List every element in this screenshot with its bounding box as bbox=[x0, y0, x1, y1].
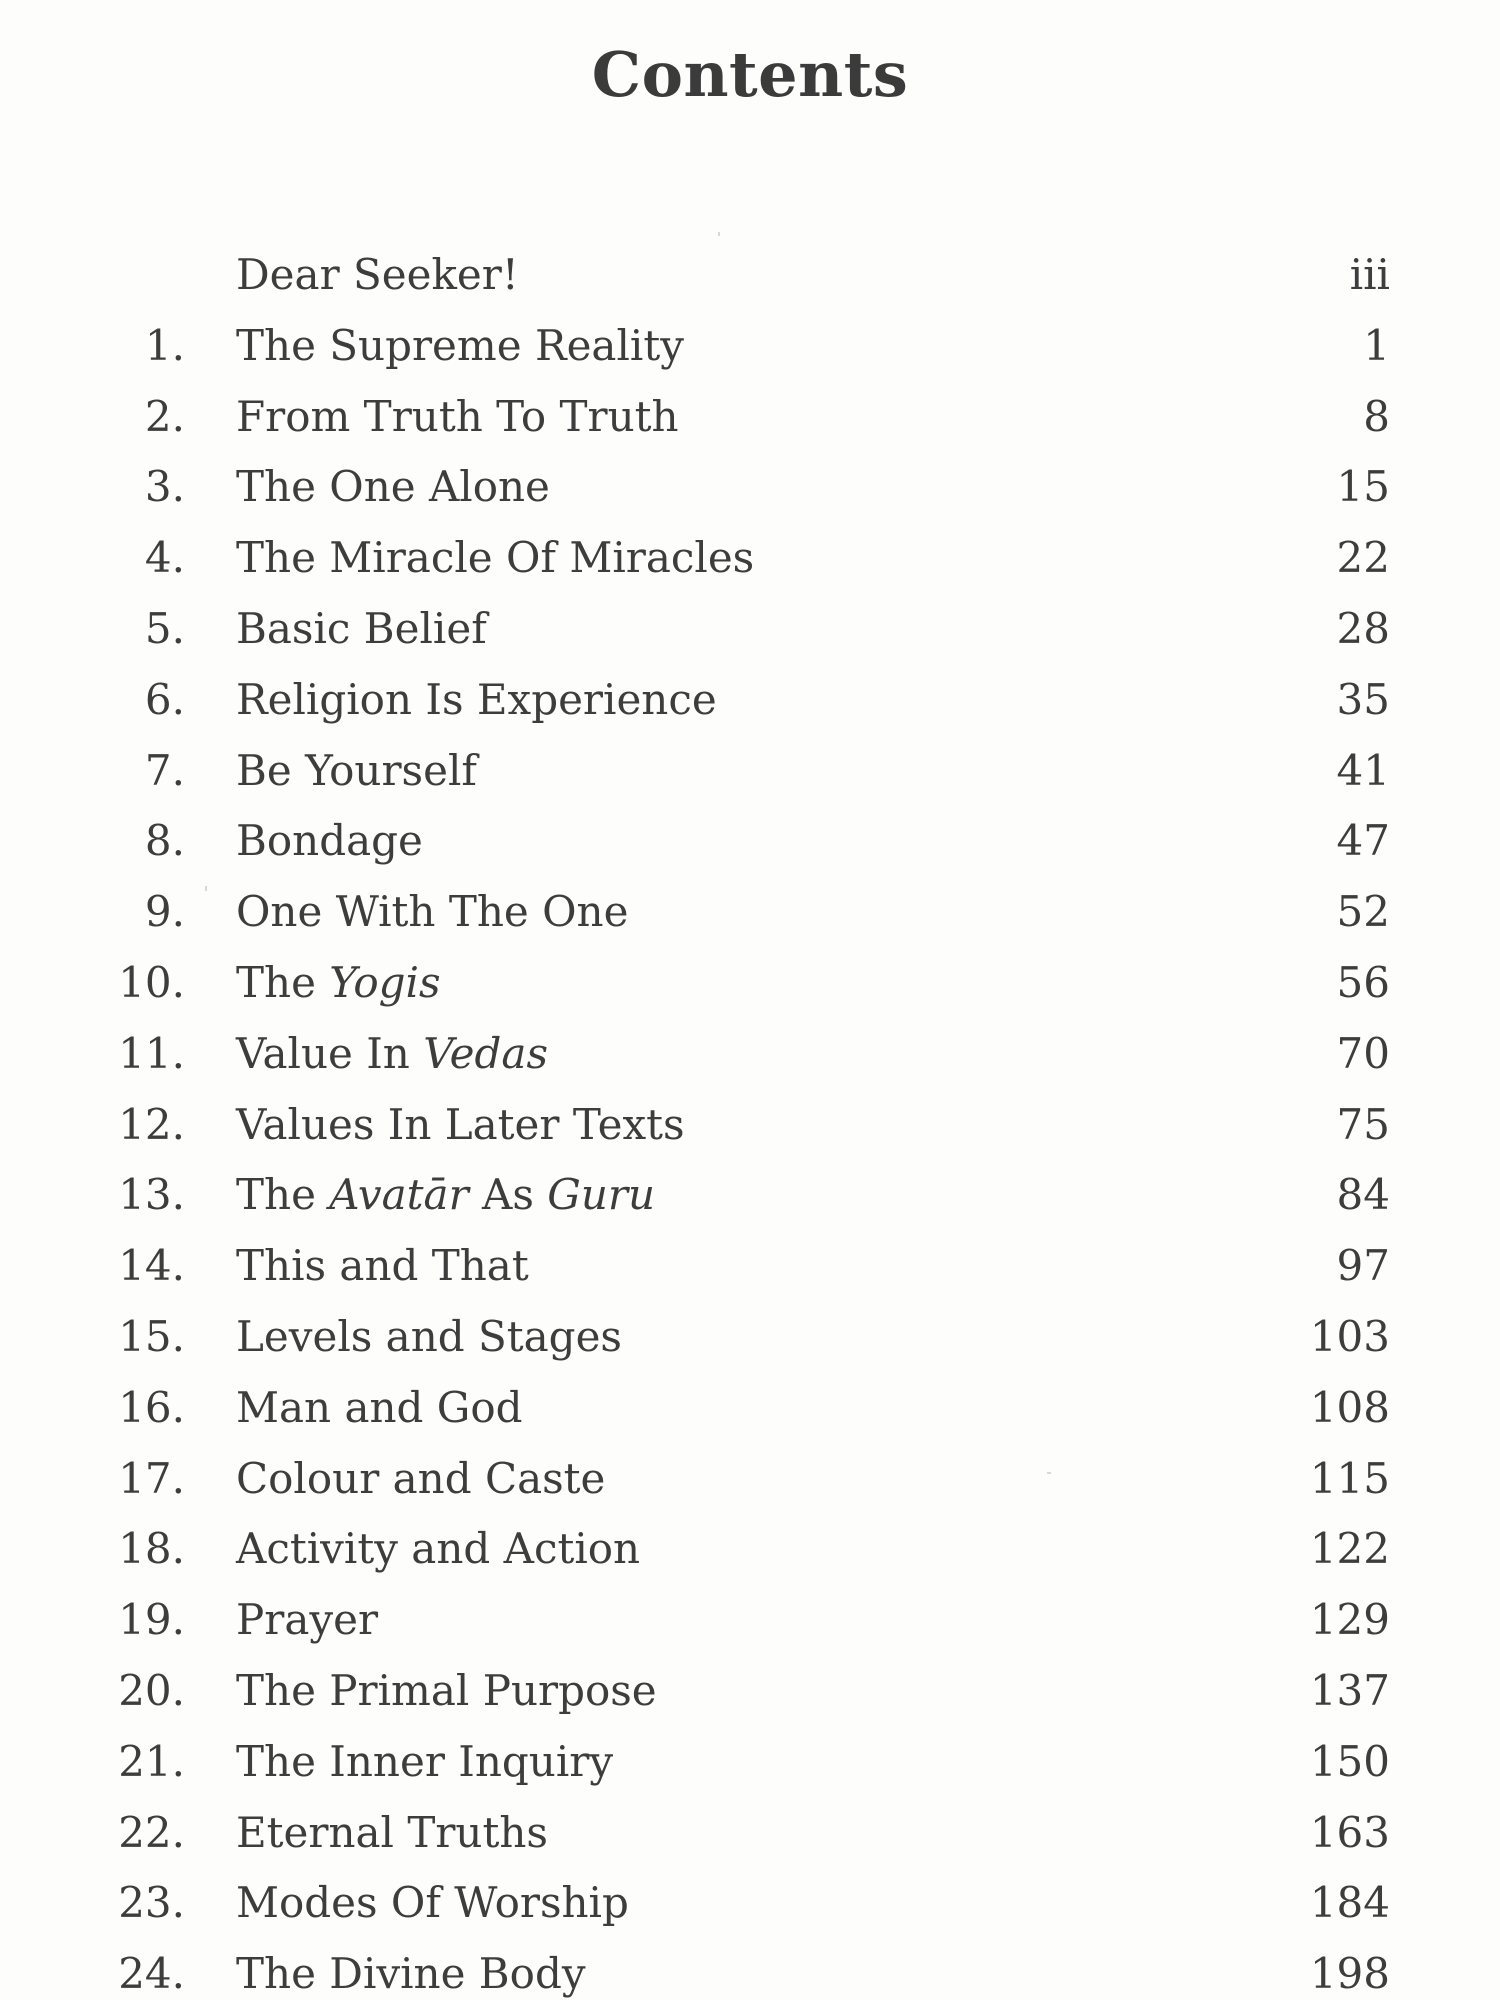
toc-entry-number: 21. bbox=[118, 1736, 185, 1786]
toc-entry bbox=[110, 665, 1390, 736]
toc-entry-title bbox=[236, 1302, 622, 1373]
toc-entry-number: 10. bbox=[118, 957, 185, 1007]
toc-entry-number: 1. bbox=[144, 320, 185, 370]
toc-entry-page-number: 15 bbox=[1336, 462, 1390, 512]
toc-entry-title bbox=[236, 594, 487, 665]
toc-entry bbox=[110, 1868, 1390, 1939]
toc-title-segment: Prayer bbox=[236, 1595, 379, 1645]
toc-title-segment: From Truth To Truth bbox=[236, 391, 679, 441]
toc-title-italic-segment: Yogis bbox=[329, 957, 441, 1007]
toc-entry-number: 20. bbox=[118, 1665, 185, 1715]
toc-entry-number: 24. bbox=[118, 1949, 185, 1999]
toc-entry-page-number: 108 bbox=[1309, 1382, 1390, 1432]
toc-entry-title bbox=[236, 1231, 529, 1302]
toc-entry-number: 7. bbox=[144, 745, 185, 795]
scan-speck bbox=[1047, 1472, 1051, 1474]
toc-entry-title bbox=[236, 382, 679, 453]
page-title: Contents bbox=[591, 38, 909, 111]
toc-title-segment: Basic Belief bbox=[236, 603, 487, 653]
toc-entry-title bbox=[236, 1585, 378, 1656]
toc-entry bbox=[110, 1939, 1390, 2010]
toc-entry-title bbox=[236, 736, 477, 807]
toc-entry-number: 5. bbox=[144, 603, 185, 653]
toc-entry-title bbox=[236, 806, 423, 877]
toc-entry bbox=[110, 1160, 1390, 1231]
toc-entry-number: 22. bbox=[118, 1807, 185, 1857]
toc-entry-page-number: 184 bbox=[1309, 1878, 1390, 1928]
toc-entry-title bbox=[236, 240, 519, 311]
toc-entry bbox=[110, 1727, 1390, 1798]
toc-title-segment: The Supreme Reality bbox=[236, 320, 684, 370]
toc-title-italic-segment: Vedas bbox=[423, 1028, 549, 1078]
toc-entry bbox=[110, 877, 1390, 948]
toc-title-segment: Man and God bbox=[236, 1382, 523, 1432]
toc-entry-title bbox=[236, 1868, 629, 1939]
toc-entry bbox=[110, 1019, 1390, 1090]
toc-entry-title bbox=[236, 452, 550, 523]
toc-entry-number: 11. bbox=[118, 1028, 185, 1078]
toc-title-segment: The Inner Inquiry bbox=[236, 1736, 614, 1786]
toc-entry bbox=[110, 1231, 1390, 1302]
toc-entry-page-number: 129 bbox=[1309, 1595, 1390, 1645]
toc-entry-number: 17. bbox=[118, 1453, 185, 1503]
toc-entry-page-number: 137 bbox=[1309, 1665, 1390, 1715]
toc-entry bbox=[110, 1373, 1390, 1444]
toc-entry-number: 19. bbox=[118, 1595, 185, 1645]
toc-title-segment: Eternal Truths bbox=[236, 1807, 548, 1857]
toc-entry-page-number: 56 bbox=[1336, 957, 1390, 1007]
toc-title-segment: Value In bbox=[236, 1028, 424, 1078]
toc-title-segment: This and That bbox=[236, 1241, 529, 1291]
toc-title-segment: One With The One bbox=[236, 887, 629, 937]
toc-entry-title bbox=[236, 1727, 613, 1798]
toc-title-segment: Activity and Action bbox=[236, 1524, 641, 1574]
toc-entry-title bbox=[236, 1090, 685, 1161]
toc-entry-page-number: 115 bbox=[1309, 1453, 1390, 1503]
toc-entry bbox=[110, 594, 1390, 665]
toc-entry bbox=[110, 806, 1390, 877]
toc-entry-page-number: 97 bbox=[1336, 1241, 1390, 1291]
toc-entry bbox=[110, 523, 1390, 594]
toc-entry-number: 6. bbox=[144, 674, 185, 724]
toc-title-segment: Be Yourself bbox=[236, 745, 477, 795]
toc-title-segment: Levels and Stages bbox=[236, 1311, 622, 1361]
toc-title-segment: The Divine Body bbox=[236, 1949, 586, 1999]
toc-title-segment: As bbox=[468, 1170, 548, 1220]
toc-entry-page-number: 163 bbox=[1309, 1807, 1390, 1857]
toc-entry-page-number: 198 bbox=[1309, 1949, 1390, 1999]
toc-entry bbox=[110, 382, 1390, 453]
toc-title-segment: Dear Seeker! bbox=[236, 250, 519, 299]
table-of-contents bbox=[110, 240, 1390, 2010]
toc-entry-page-number: 1 bbox=[1363, 320, 1390, 370]
toc-entry bbox=[110, 240, 1390, 311]
toc-entry-number: 13. bbox=[118, 1170, 185, 1220]
toc-title-segment: The Primal Purpose bbox=[236, 1665, 657, 1715]
toc-entry-number: 9. bbox=[144, 887, 185, 937]
toc-title-segment: Religion Is Experience bbox=[236, 674, 717, 724]
toc-title-segment: Bondage bbox=[236, 816, 423, 866]
toc-entry-number: 3. bbox=[144, 462, 185, 512]
toc-entry-number: 12. bbox=[118, 1099, 185, 1149]
toc-entry-title bbox=[236, 665, 717, 736]
toc-entry-title bbox=[236, 523, 754, 594]
toc-entry-title bbox=[236, 1019, 548, 1090]
toc-title-italic-segment: Avatār bbox=[329, 1170, 469, 1220]
toc-entry-page-number: 52 bbox=[1336, 887, 1390, 937]
toc-entry bbox=[110, 311, 1390, 382]
toc-title-segment: The bbox=[236, 1170, 330, 1220]
toc-entry bbox=[110, 1514, 1390, 1585]
toc-entry bbox=[110, 1444, 1390, 1515]
toc-entry bbox=[110, 1090, 1390, 1161]
toc-entry bbox=[110, 1585, 1390, 1656]
toc-entry-page-number: 35 bbox=[1336, 674, 1390, 724]
scan-speck bbox=[205, 886, 207, 891]
toc-entry-title bbox=[236, 948, 441, 1019]
toc-entry-number: 18. bbox=[118, 1524, 185, 1574]
toc-entry-page-number: 47 bbox=[1336, 816, 1390, 866]
toc-entry-title bbox=[236, 1444, 605, 1515]
toc-entry-page-number: 28 bbox=[1336, 603, 1390, 653]
toc-entry-page-number: 150 bbox=[1309, 1736, 1390, 1786]
scan-speck bbox=[718, 232, 720, 236]
toc-entry-page-number: 70 bbox=[1336, 1028, 1390, 1078]
toc-entry-page-number: 22 bbox=[1336, 533, 1390, 583]
toc-entry-number: 8. bbox=[144, 816, 185, 866]
toc-entry-title bbox=[236, 877, 628, 948]
toc-entry-number: 4. bbox=[144, 533, 185, 583]
toc-entry-page-number: 122 bbox=[1309, 1524, 1390, 1574]
toc-entry-title bbox=[236, 1656, 657, 1727]
toc-entry bbox=[110, 1798, 1390, 1869]
toc-entry-number: 14. bbox=[118, 1241, 185, 1291]
toc-title-segment: The bbox=[236, 957, 330, 1007]
toc-entry-page-number: 84 bbox=[1336, 1170, 1390, 1220]
toc-entry-title bbox=[236, 1939, 586, 2010]
toc-title-segment: The Miracle Of Miracles bbox=[236, 533, 755, 583]
toc-entry-title bbox=[236, 311, 684, 382]
toc-entry-title bbox=[236, 1373, 523, 1444]
toc-entry-page-number: 75 bbox=[1336, 1099, 1390, 1149]
toc-entry-page-number: 103 bbox=[1309, 1311, 1390, 1361]
toc-entry bbox=[110, 736, 1390, 807]
toc-entry bbox=[110, 1302, 1390, 1373]
toc-entry-title bbox=[236, 1798, 548, 1869]
toc-title-italic-segment: Guru bbox=[547, 1170, 656, 1220]
toc-title-segment: Modes Of Worship bbox=[236, 1878, 629, 1928]
toc-entry-number: 16. bbox=[118, 1382, 185, 1432]
toc-entry-page-number: 41 bbox=[1336, 745, 1390, 795]
toc-entry-number: 15. bbox=[118, 1311, 185, 1361]
toc-entry bbox=[110, 1656, 1390, 1727]
toc-entry-title bbox=[236, 1160, 655, 1231]
toc-title-segment: The One Alone bbox=[236, 462, 550, 512]
toc-entry-number: 2. bbox=[144, 391, 185, 441]
toc-entry-page-number: iii bbox=[1349, 250, 1390, 299]
toc-title-segment: Colour and Caste bbox=[236, 1453, 606, 1503]
toc-entry-title bbox=[236, 1514, 640, 1585]
toc-title-segment: Values In Later Texts bbox=[236, 1099, 685, 1149]
toc-entry-page-number: 8 bbox=[1363, 391, 1390, 441]
toc-entry-number: 23. bbox=[118, 1878, 185, 1928]
toc-entry bbox=[110, 948, 1390, 1019]
toc-entry bbox=[110, 452, 1390, 523]
